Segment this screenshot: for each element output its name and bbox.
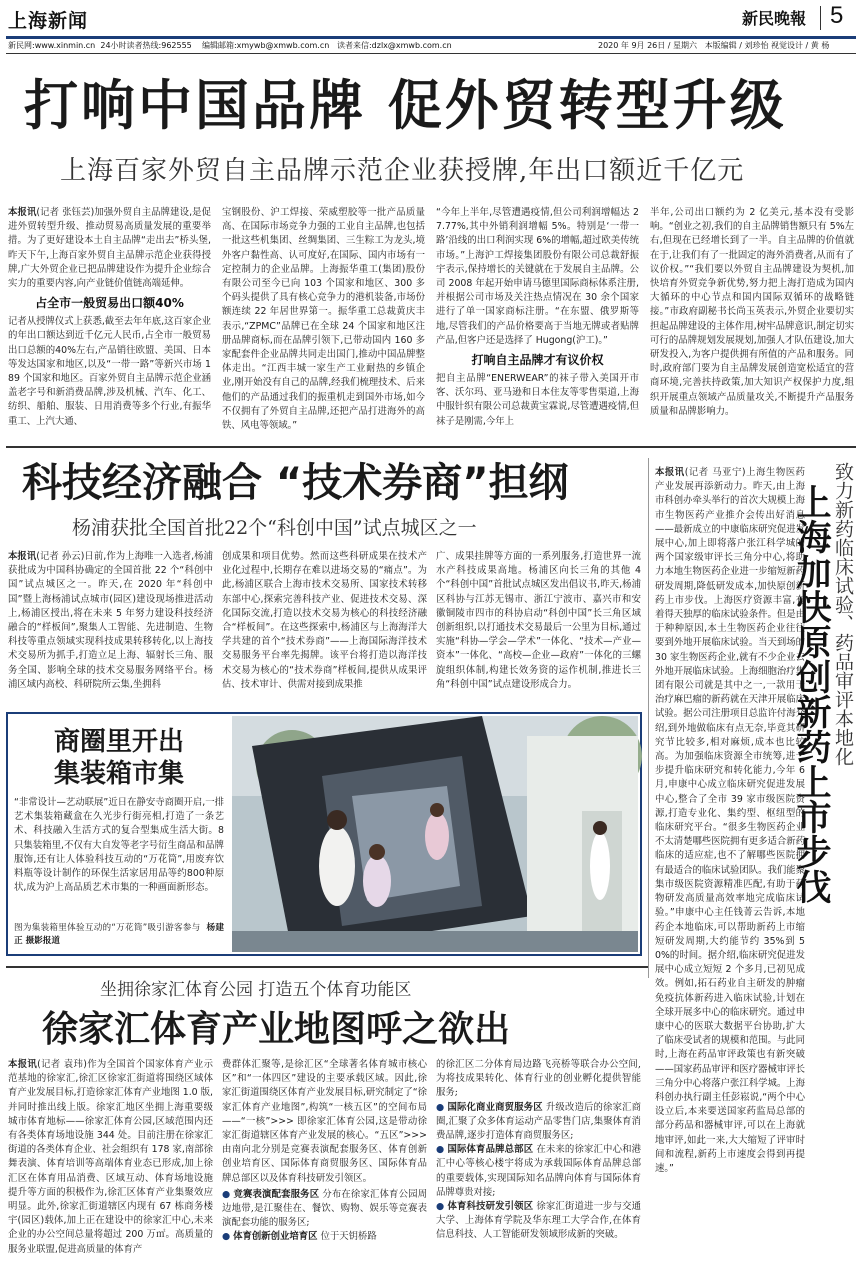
item-name: 竞赛表演配套服务区 (233, 1188, 320, 1200)
story4-kicker: 坐拥徐家汇体育公园 打造五个体育功能区 (100, 980, 412, 1000)
bullet-icon: ● (222, 1188, 231, 1200)
item-text: 位于天钥桥路 (320, 1231, 377, 1243)
story2-subtitle: 杨浦获批全国首批22个“科创中国”试点城区之一 (72, 517, 477, 539)
hotline: 24小时读者热线:962555 (100, 41, 192, 50)
photo-story-title (14, 726, 224, 790)
item-text: 升级改造后的徐家汇商圈,汇聚了众多体育运动产品零售门店,集聚体育消费品牌,逐步打造体育商贸服务区; (436, 1101, 641, 1142)
story4-col3 (436, 1058, 641, 1274)
story1-subtitle: 上海百家外贸自主品牌示范企业获授牌,年出口额近千亿元 (60, 156, 745, 186)
paragraph: 把自主品牌“ENERWEAR”的袜子带入美国开市客、沃尔玛、亚马逊和日本住友等零售渠道,上海中服针织有限公司总裁黄宝霖说,尽管遭遇疫情,但袜子是刚需,今年上 (436, 373, 639, 427)
paragraph: 记者从授牌仪式上获悉,截至去年年底,这百家企业的年出口额达到近千亿元人民币,占全市一般贸易出口总额的40%左右,产品销往欧盟、美国、日本等发达国家和地区,以及“一带一路”等新兴市场 189 个国家和地区。百家外贸自主品牌示范企业涵盖老字号和新消费品牌,涉及机械、汽车、化工、纺织、船舶、服装、日用消费等多个行业,有振华重工、上汽大通、 (8, 316, 211, 427)
subhead: 占全市一般贸易出口额40% (35, 296, 184, 311)
section-rule (6, 966, 648, 968)
story3-title: 上海加快原创新药上市步伐 (791, 484, 831, 904)
item-name: 体育创新创业培育区 (233, 1231, 318, 1243)
lead-tag: 本报讯 (8, 207, 37, 218)
paragraph: “今年上半年,尽管遭遇疫情,但公司利润增幅达 27.77%,其中外销利润增幅 5%。特别是‘一带一路’沿线的出口利润实现 6%的增幅,超过欧美传统市场。”上海沪工焊接集团股份有限公司总裁舒振宇表示,保持增长的关键就在于发展自主品牌。公司 2008 年起开始申请马德里国际商标体系注册,并根据公司市场及关注热点情况在 30 余个国家进行了单一国家商标注册。“在东盟、俄罗斯等地,尽管我们的产品价格要高于当地无牌或者贴牌产品,但客户还是选择了 Hugong(沪工)。” (436, 207, 639, 346)
paragraph: 的徐汇区二分体育局边路飞亮桥等联合办公空间,为将技成果转化、体育行业的创业孵化提供智能服务; (436, 1059, 641, 1099)
lead-tag: 本报讯 (8, 1059, 38, 1070)
story1-col1 (8, 206, 211, 438)
story2-col3: 广、成果挂牌等方面的一系列服务,打造世界一流水产科技成果高地。杨浦区向长三角的其他 4 个“科创中国”首批试点城区发出倡议书,昨天,杨浦区科协与江苏无锡市、浙江宁波市、嘉兴市和安徽铜陵市四市的科协启动“科创中国”长三角区域创新组织,以打通技术交易最后一公里为目标,通过实施“科协—学会—学术”一体化、“技术—产业—资本”一体化、“高校—企业—政府”一体化的三螺旋组织体制,构建长效务资的运作机制,推进长三角“科创中国”试点建设形成合力。 (436, 551, 641, 690)
page-divider (820, 6, 821, 30)
photo-illustration (232, 716, 638, 952)
list-item (436, 1200, 641, 1243)
paragraph: (记者 孙云)日前,作为上海唯一入选者,杨浦获批成为中国科协确定的全国首批 22 个“科创中国”试点城区之一。昨天,在 2020 年“科创中国”暨上海杨浦试点城市(园区)建设现场推进活动上,杨浦区授出,将在未来 5 年努力建设科技经济融合的“样板间”,聚集人工智能、先进制造、生物科技等重点领域实现科技成果转移转化,以上海技术交易所为抓手,打造立足上海、辐射长三角、服务全国、影响全球的技术交易服务网络平台。杨浦区域内高校、科研院所云集,坐拥科 (8, 551, 213, 690)
story1-col2: 宝钢股份、沪工焊接、荣威塑胶等一批产品质量高、在国际市场竞争力强的工业自主品牌,也包括一批这些机集团、丝绸集团、三生粽工为龙头,境外客户黏性高、认可度好,在国际、国内市场有一定控制力的企业品牌。上海振华重工(集团)股份有限公司至今已向 103 个国家和地区、300 多个码头提供了具有核心竞争力的港机装备,市场份额连续 22 年居世界第一。振华重工总裁黄庆丰表示,“ZPMC”品牌已在全球 24 个国家和地区注册品牌商标,而在品牌引领下,已带动国内 160 多家配套件企业品牌共同走出国门,推动中国品牌整体走出。“江西丰城一家生产工业耐热的乡镇企业,刚开始没有自己的品牌,经我们梳理技术、后来他们的产品通过我们的振重机走到国外市场,如今不仅拥有了外贸自主品牌,还把产品打进海外的高铁、风电等领域。” (222, 207, 425, 432)
photo-story-body: “非常设计—艺动联展”近日在静安寺商圈开启,一排艺术集装箱藏盒在久光步行街亮相,打造了一条艺术、科技融入生活方式的复合型集成生活大街。8 只集装箱里,不仅有大自发等老字号衍生商品和品牌服饰,还有让人体验科技互动的“万花筒”,用废弃饮料瓶等设计制作的环保生活家居用品等约800种原状,成为沪上高品质艺术市集的一种画面新形态。 (14, 797, 224, 894)
title-line: 集装箱市集 (53, 759, 184, 789)
bullet-icon: ● (436, 1201, 445, 1213)
editor-email[interactable]: 编辑邮箱:xmywb@xmwb.com.cn (201, 41, 330, 50)
website[interactable]: 新民网:www.xinmin.cn (8, 41, 96, 50)
section-name: 上海新闻 (8, 10, 89, 32)
kaleidoscope-photo (232, 716, 638, 952)
paragraph: 费群体汇聚等,是徐汇区“全球著名体育城市核心区”和“一体四区”建设的主要承载区域。因此,徐家汇街道围绕区体育产业发展目标,研究制定了“徐家汇体育产业地图”,构筑“一核五区”的空间布局——“一核”>>> 即徐家汇体育公园,这是带动徐家汇街道辖区体育产业发展的核心。“五区”>>> 由南向北分别是竞赛表演配套服务区、体育创新创业培育区、国际体育商贸服务区、国际体育品牌总部区以及体育科技研发引领区。 (222, 1059, 427, 1184)
list-item (436, 1143, 641, 1200)
item-name: 体育科技研发引领区 (447, 1201, 534, 1213)
issue-date: 2020 年 9月 26日 / 星期六 (598, 41, 698, 50)
story4-col2 (222, 1058, 427, 1274)
story3-column-rule (648, 458, 649, 978)
story1-col4: 半年,公司出口额约为 2 亿美元,基本没有受影响。“创业之初,我们的自主品牌销售额只有 5%左右,但现在已经增长到了一半。自主品牌的价值就在于,让我们有了一批固定的海外消费者,从而有了议价权。”“我们要以外贸自主品牌建设为契机,加快培育外贸竞争新优势,努力把上海打造成为国内大循环的中心节点和国内国际双循环的战略链接。”市政府副秘书长尚玉英表示,外贸企业要切实担起品牌建设的主体作用,树牢品牌意识,制定切实可行的品牌规划发展规划,加强人才队伍建设,加大研发投入,为客户提供拥有所值的产品和服务。同时,政府部门要为自主品牌发展创造宽松适宜的营商环境,完善扶持政策,加大知识产权保护力度,组织开展重点领域产品质量攻关,不断提升产品服务质量和品牌影响力。 (650, 207, 854, 417)
lead-tag: 本报讯 (655, 467, 685, 478)
story2-col1 (8, 550, 213, 700)
item-text: 分布在徐家汇体育公园周边地带,是江聚佳在、餐饮、购物、娱乐等竞赛表演配套功能的服务区; (222, 1188, 427, 1229)
subhead: 打响自主品牌才有议价权 (471, 353, 604, 368)
story4-title: 徐家汇体育产业地图呼之欲出 (42, 1009, 511, 1050)
story4-col1 (8, 1058, 213, 1274)
item-name: 国际化商业商贸服务区 (447, 1101, 543, 1113)
header-info-left (8, 41, 452, 51)
photo-caption (14, 922, 224, 952)
list-item (222, 1230, 427, 1244)
header-rule-thin (6, 53, 856, 54)
story1-title: 打响中国品牌 促外贸转型升级 (24, 74, 787, 137)
item-name: 国际体育品牌总部区 (447, 1144, 534, 1156)
header-info-right (598, 41, 829, 51)
caption-text: 图为集装箱里体验互动的“万花筒”吸引游客参与 (14, 923, 201, 933)
bullet-icon: ● (436, 1101, 445, 1113)
page-number: 5 (830, 2, 844, 29)
photographer: 杨建正 摄影报道 (14, 923, 224, 946)
title-line: 商圈里开出 (53, 727, 184, 757)
lead-tag: 本报讯 (8, 551, 37, 562)
story2-title: 科技经济融合 “技术券商”担纲 (22, 460, 569, 506)
story3-kicker: 致力新药临床试验、药品审评本地化 (832, 462, 854, 766)
story2-col2: 创成果和项目优势。然而这些科研成果在技术产业化过程中,长期存在难以进场交易的“痛点”。为此,杨浦区联合上海市技术交易所、国家技术转移东部中心,探索完善科技产业、促进技术交易、深化国际交流,打造以技术交易为核心的科技经济融合“样板间”。在这些探索中,杨浦区与上海海洋大学共建的首个“技术券商”——上海国际海洋技术交易服务平台率先揭牌。该平台将打造以海洋技术交易为核心的“技术券商”样板间,提供从成果评估、技术审计、供需对接到成果推 (222, 551, 427, 690)
item-text: 徐家汇街道进一步与交通大学、上海体育学院及华东理工大学合作,在体育信息科技、人工智能研发领域形成新的突破。 (436, 1201, 641, 1241)
bullet-icon: ● (222, 1231, 231, 1243)
header-rule (6, 36, 856, 39)
story1-col3 (436, 206, 639, 438)
paragraph: (记者 马亚宁)上海生物医药产业发展再添新动力。昨天,由上海市科创办牵头举行的首次大规模上海市生物医药产业推介会传出好消息——最新成立的中康临床研究促进发展中心,加上即将落户张江科学城的两个国家级审评长三角分中心,将助力本地生物医药企业进一步缩短新药研发周期,降低研发成本,加快原创新药上市步伐。上海医疗资源丰富,有着得天独厚的临床试验条件。但是由于种种原因,本土生物医药企业往往要到外地开展临床试验。当天到场的 30 家生物医药企业,就有不少企业去外地开展临床试验。上海细胞治疗集团有限公司就是其中之一,一款用于治疗麻巴瘤的新药就在天津开展临床试验。据公司注册项目总监许付海介绍,到外地做临床有点无奈,毕竟其研究节比较多,相对麻烦,成本也比较高。为加强临床资源全市统筹,进一步提升临床研究和转化能力,今年 6 月,申康中心成立临床研究促进发展中心,整合了全市 39 家市级医院资源,打造专业化、集约型、枢纽型的临床研究平台。“很多生物医药企业不太清楚哪些医院拥有更多适合新药临床的适应症,也不了解哪些医院拥有最适合的临床试验团队。我们能聚集市级医院资源精准匹配,有助于药物研发高质量高效率地完成临床试验。”申康中心主任钱菁云告诉,本地药企本地临床,可以帮助新药上市缩短研发周期,大约能节约 35%到 50%的时间。据介绍,临床研究促进发展中心成立短短 2 个多月,已初见成效。例如,拓石药业自主研发的肿瘤免疫抗体新药进入临床试验,计划在全球开展多中心的临床研究。通过申康中心的医联大数据平台协助,扩大了临床受试者的规模和范围。与此同时,上海在药品审评政策也有新突破——国家药品审评和医疗器械审评长三角分中心将落户张江科学城。上海科创办执行副主任彭崧说,“两个中心设立后,本来要送国家药监局总部的部分药品和器械审评,可以在上海就地审评,如此一来,大大缩短了评审时间和流程,新药上市速度会得到再提速。” (655, 467, 806, 1174)
bullet-icon: ● (436, 1144, 445, 1156)
section-rule (6, 446, 856, 448)
paper-logo: 新民晚報 (742, 9, 807, 28)
story3-body (655, 466, 806, 1174)
list-item (222, 1188, 427, 1231)
paragraph: (记者 袁玮)作为全国首个国家体育产业示范基地的徐家汇,徐汇区徐家汇街道将围绕区域体育产业发展目标,打造徐家汇体育产业地图 1.0 版,并同时推出线上版。徐家汇地区坐拥上海重要级城市体育地标——徐家汇体育公园,区域范围内还有各类体育场地设施 344 处。目前注册在徐家汇街道的各类体育企业、社会组织有 178 家,南部徐舞表演、体育培训等高端体育业态已形成,加上徐汇区在体育用品消费、区域互动、体育场地设施提升等方面的积极作为,徐汇区体育产业集聚效应明显。此外,徐家汇街道辖区内现有 67 栋商务楼宇(园区)载体,加上正在建设中的徐家汇中心,未来企业的办公空间总量将超过 200 万㎡。高质量的服务业联盟,促进高质量的体育产 (8, 1059, 213, 1255)
item-text: 在未来的徐家汇中心和港汇中心等核心楼宇将成为承载国际体育品牌总部的重要载体,实现国际知名品牌向体育与国际体育品牌尊贵对接; (436, 1144, 641, 1198)
credits: 本版编辑 / 刘珍怡 视觉设计 / 黄 杨 (704, 41, 830, 50)
paragraph: (记者 张钰芸)加强外贸自主品牌建设,是促进外贸转型升级、推动贸易高质量发展的重要举措。为了更好建设本土自主品牌“走出去”桥头堡,昨天下午,上海百家外贸自主品牌示范企业获得授牌,广大外贸企业已把品牌建设作为提升企业综合实力的重要内容,向产业链价值链高端延伸。 (8, 207, 211, 290)
reader-email[interactable]: 读者来信:dzlx@xmwb.com.cn (336, 41, 452, 50)
list-item (436, 1101, 641, 1144)
page-header (0, 0, 862, 54)
